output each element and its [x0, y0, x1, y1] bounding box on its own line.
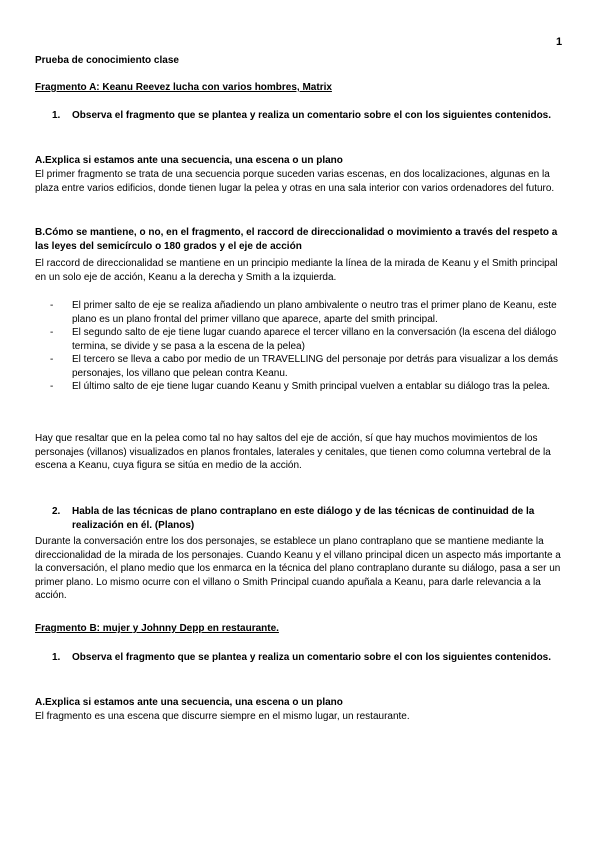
- fragment-b-subheading-a: A.Explica si estamos ante una secuencia, una escena o un plano: [35, 697, 343, 708]
- bullet-dash: -: [50, 300, 54, 311]
- question-number: 2.: [52, 506, 61, 517]
- list-item-text: El segundo salto de eje tiene lugar cuando aparece el tercer villano en la conversación (la escena del diálogo termina, se divide y se pasa a la escena de la pelea): [72, 327, 557, 352]
- document-title: Prueba de conocimiento clase: [35, 55, 179, 66]
- fragment-a-summary: Hay que resaltar que en la pelea como tal no hay saltos del eje de acción, sí que hay muchos movimientos de los personajes (villanos) visualizados en planos frontales, laterales y cenitales, que tienen como columna vertebral de la escena a Keanu, cuya figura se sitúa en medio de la acción.: [35, 433, 551, 471]
- list-item-text: El tercero se lleva a cabo por medio de un TRAVELLING del personaje por detrás para visualizar a los demás personajes, los villano que pelean contra Keanu.: [72, 354, 558, 379]
- question-text: Observa el fragmento que se plantea y realiza un comentario sobre el con los siguientes contenidos.: [72, 110, 552, 121]
- fragment-b-heading: Fragmento B: mujer y Johnny Depp en restaurante.: [35, 623, 279, 634]
- bullet-dash: -: [50, 327, 54, 338]
- question-text: Observa el fragmento que se plantea y realiza un comentario sobre el con los siguientes contenidos.: [72, 652, 552, 663]
- bullet-dash: -: [50, 381, 54, 392]
- fragment-a-subheading-a: A.Explica si estamos ante una secuencia, una escena o un plano: [35, 155, 343, 166]
- axis-jumps-list: [50, 299, 567, 394]
- list-item-text: El primer salto de eje se realiza añadiendo un plano ambivalente o neutro tras el primer plano de Keanu, este plano es un plano frontal del primer villano que aparece, aparte del smith principal.: [72, 300, 557, 325]
- fragment-b-answer-a: El fragmento es una escena que discurre siempre en el mismo lugar, un restaurante.: [35, 711, 410, 722]
- question-number: 1.: [52, 110, 61, 121]
- fragment-a-answer-b: El raccord de direccionalidad se mantiene en un principio mediante la línea de la mirada de Keanu y el Smith principal en un solo eje de acción, Keanu a la derecha y Smith a la izquierda.: [35, 258, 558, 283]
- list-item: [50, 353, 567, 380]
- bullet-dash: -: [50, 354, 54, 365]
- question-text: Habla de las técnicas de plano contraplano en este diálogo y de las técnicas de continuidad de la realización en él. (Planos): [72, 506, 535, 531]
- fragment-b-question-1: [52, 651, 567, 665]
- fragment-a-question-2: [52, 505, 567, 532]
- question-number: 1.: [52, 652, 61, 663]
- list-item: [50, 380, 567, 394]
- fragment-a-heading: Fragmento A: Keanu Reevez lucha con varios hombres, Matrix: [35, 82, 332, 93]
- fragment-a-answer-a: El primer fragmento se trata de una secuencia porque suceden varias escenas, en dos localizaciones, algunas en la plaza entre varios edificios, donde tienen lugar la pelea y otras en una sala interior con varios ordenadores del futuro.: [35, 169, 555, 194]
- page-number: 1: [556, 36, 563, 48]
- list-item: [50, 299, 567, 326]
- fragment-a-question-1: [52, 109, 567, 123]
- fragment-a-question-2-answer: Durante la conversación entre los dos personajes, se establece un plano contraplano que se mantiene mediante la direccionalidad de la mirada de los personajes. Cuando Keanu y el villano principal dicen un aspecto más importante a la conversación, el plano medio que los enmarca en la técnica del plano contraplano durante su diálogo, pasa a ser un primer plano. Lo mismo ocurre con el villano o Smith Principal cuando apuñala a Keanu, para darle relevancia a la acción.: [35, 536, 561, 601]
- list-item: [50, 326, 567, 353]
- fragment-a-subheading-b: B.Cómo se mantiene, o no, en el fragmento, el raccord de direccionalidad o movimiento a través del respeto a las leyes del semicírculo o 180 grados y el eje de acción: [35, 227, 558, 252]
- list-item-text: El último salto de eje tiene lugar cuando Keanu y Smith principal vuelven a entablar su diálogo tras la pelea.: [72, 381, 551, 392]
